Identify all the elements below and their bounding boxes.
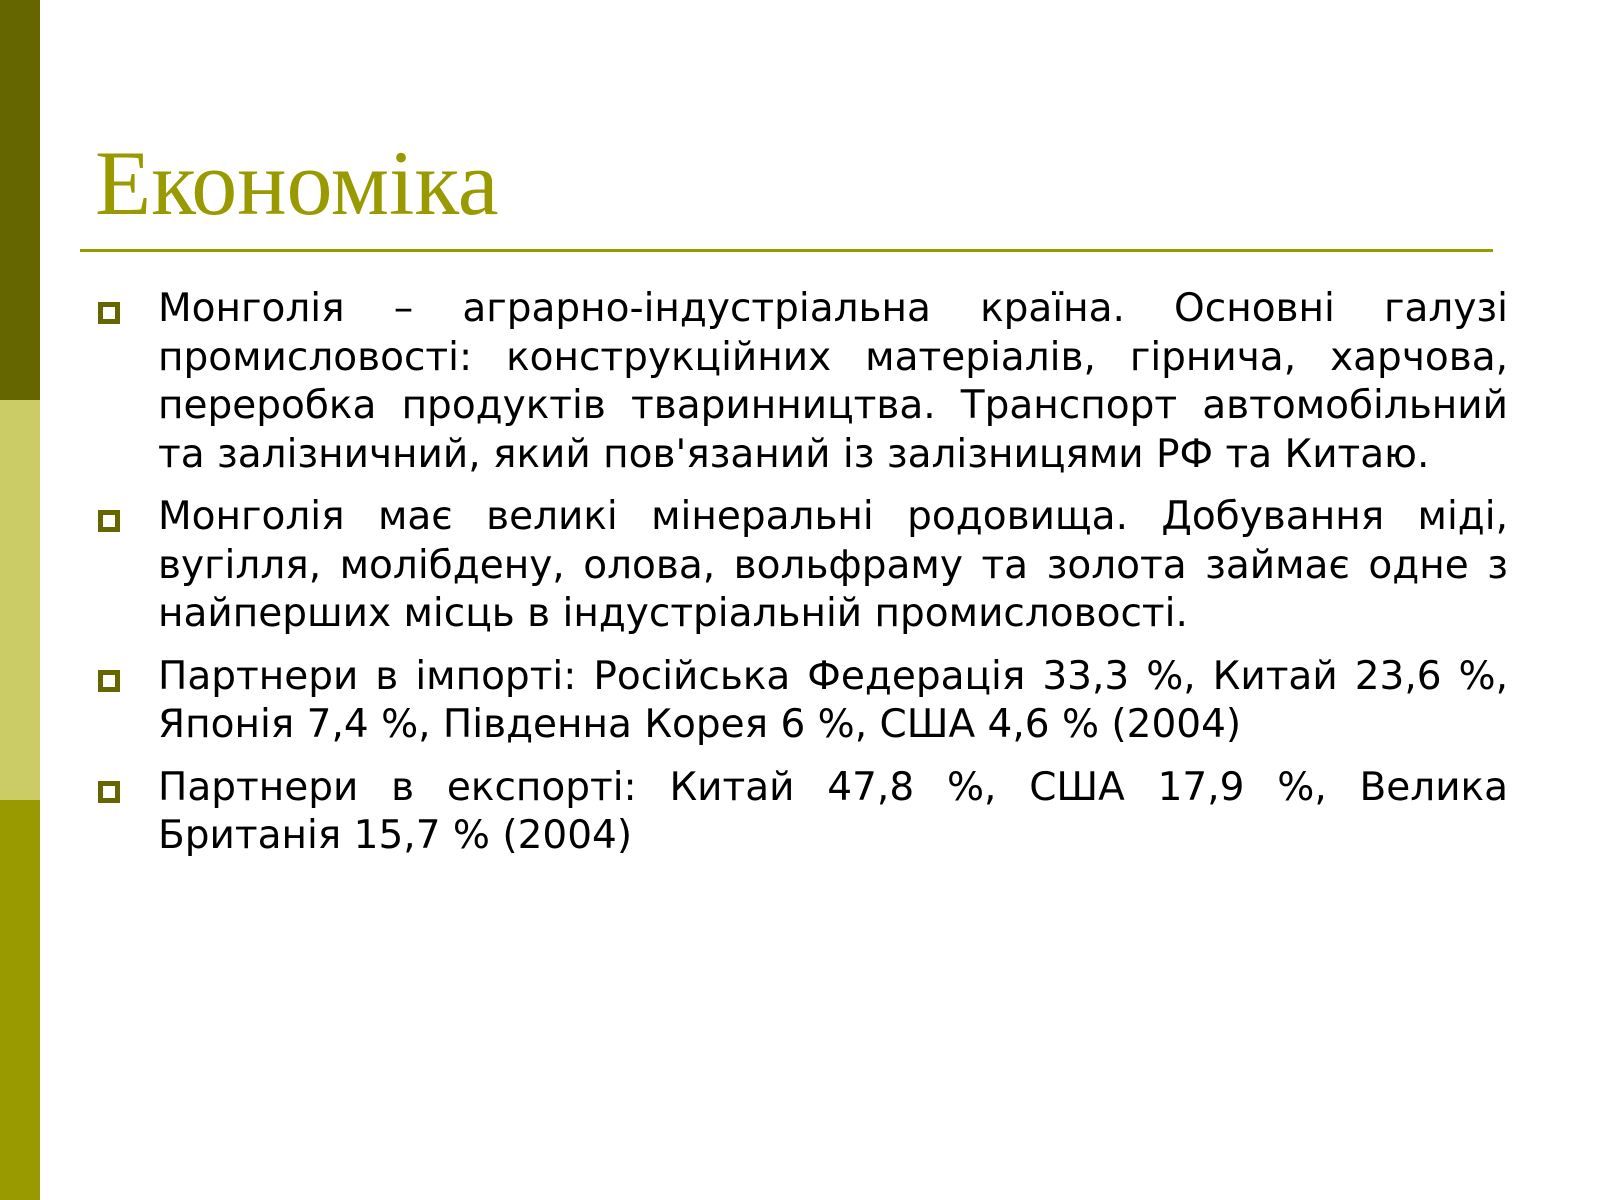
side-band-bottom <box>0 800 40 1200</box>
bullet-list <box>98 285 1508 875</box>
bullet-text: Монголія має великі мінеральні родовища. Добування міді, вугілля, молібдену, олова, вольфраму та золота займає одне з найперших місць в індустріальній промисловості. <box>158 494 1508 636</box>
bullet-text: Партнери в експорті: Китай 47,8 %, США 17,9 %, Велика Британія 15,7 % (2004) <box>158 764 1508 858</box>
hollow-square-icon <box>98 510 120 532</box>
bullet-text: Партнери в імпорті: Російська Федерація 33,3 %, Китай 23,6 %, Японія 7,4 %, Південна Корея 6 %, США 4,6 % (2004) <box>158 653 1508 747</box>
slide-title: Економіка <box>95 132 499 234</box>
bullet-item <box>98 764 1508 861</box>
side-band-top <box>0 0 40 400</box>
bullet-item <box>98 285 1508 479</box>
bullet-text: Монголія – аграрно-індустріальна країна. Основні галузі промисловості: конструкційних матеріалів, гірнича, харчова, переробка продуктів тваринництва. Транспорт автомобільний та залізничний, який пов'язаний із залізницями РФ та Китаю. <box>158 286 1508 477</box>
hollow-square-icon <box>98 670 120 692</box>
title-underline <box>80 249 1493 252</box>
bullet-item <box>98 493 1508 639</box>
hollow-square-icon <box>98 781 120 803</box>
side-band-middle <box>0 400 40 800</box>
bullet-item <box>98 653 1508 750</box>
hollow-square-icon <box>98 302 120 324</box>
